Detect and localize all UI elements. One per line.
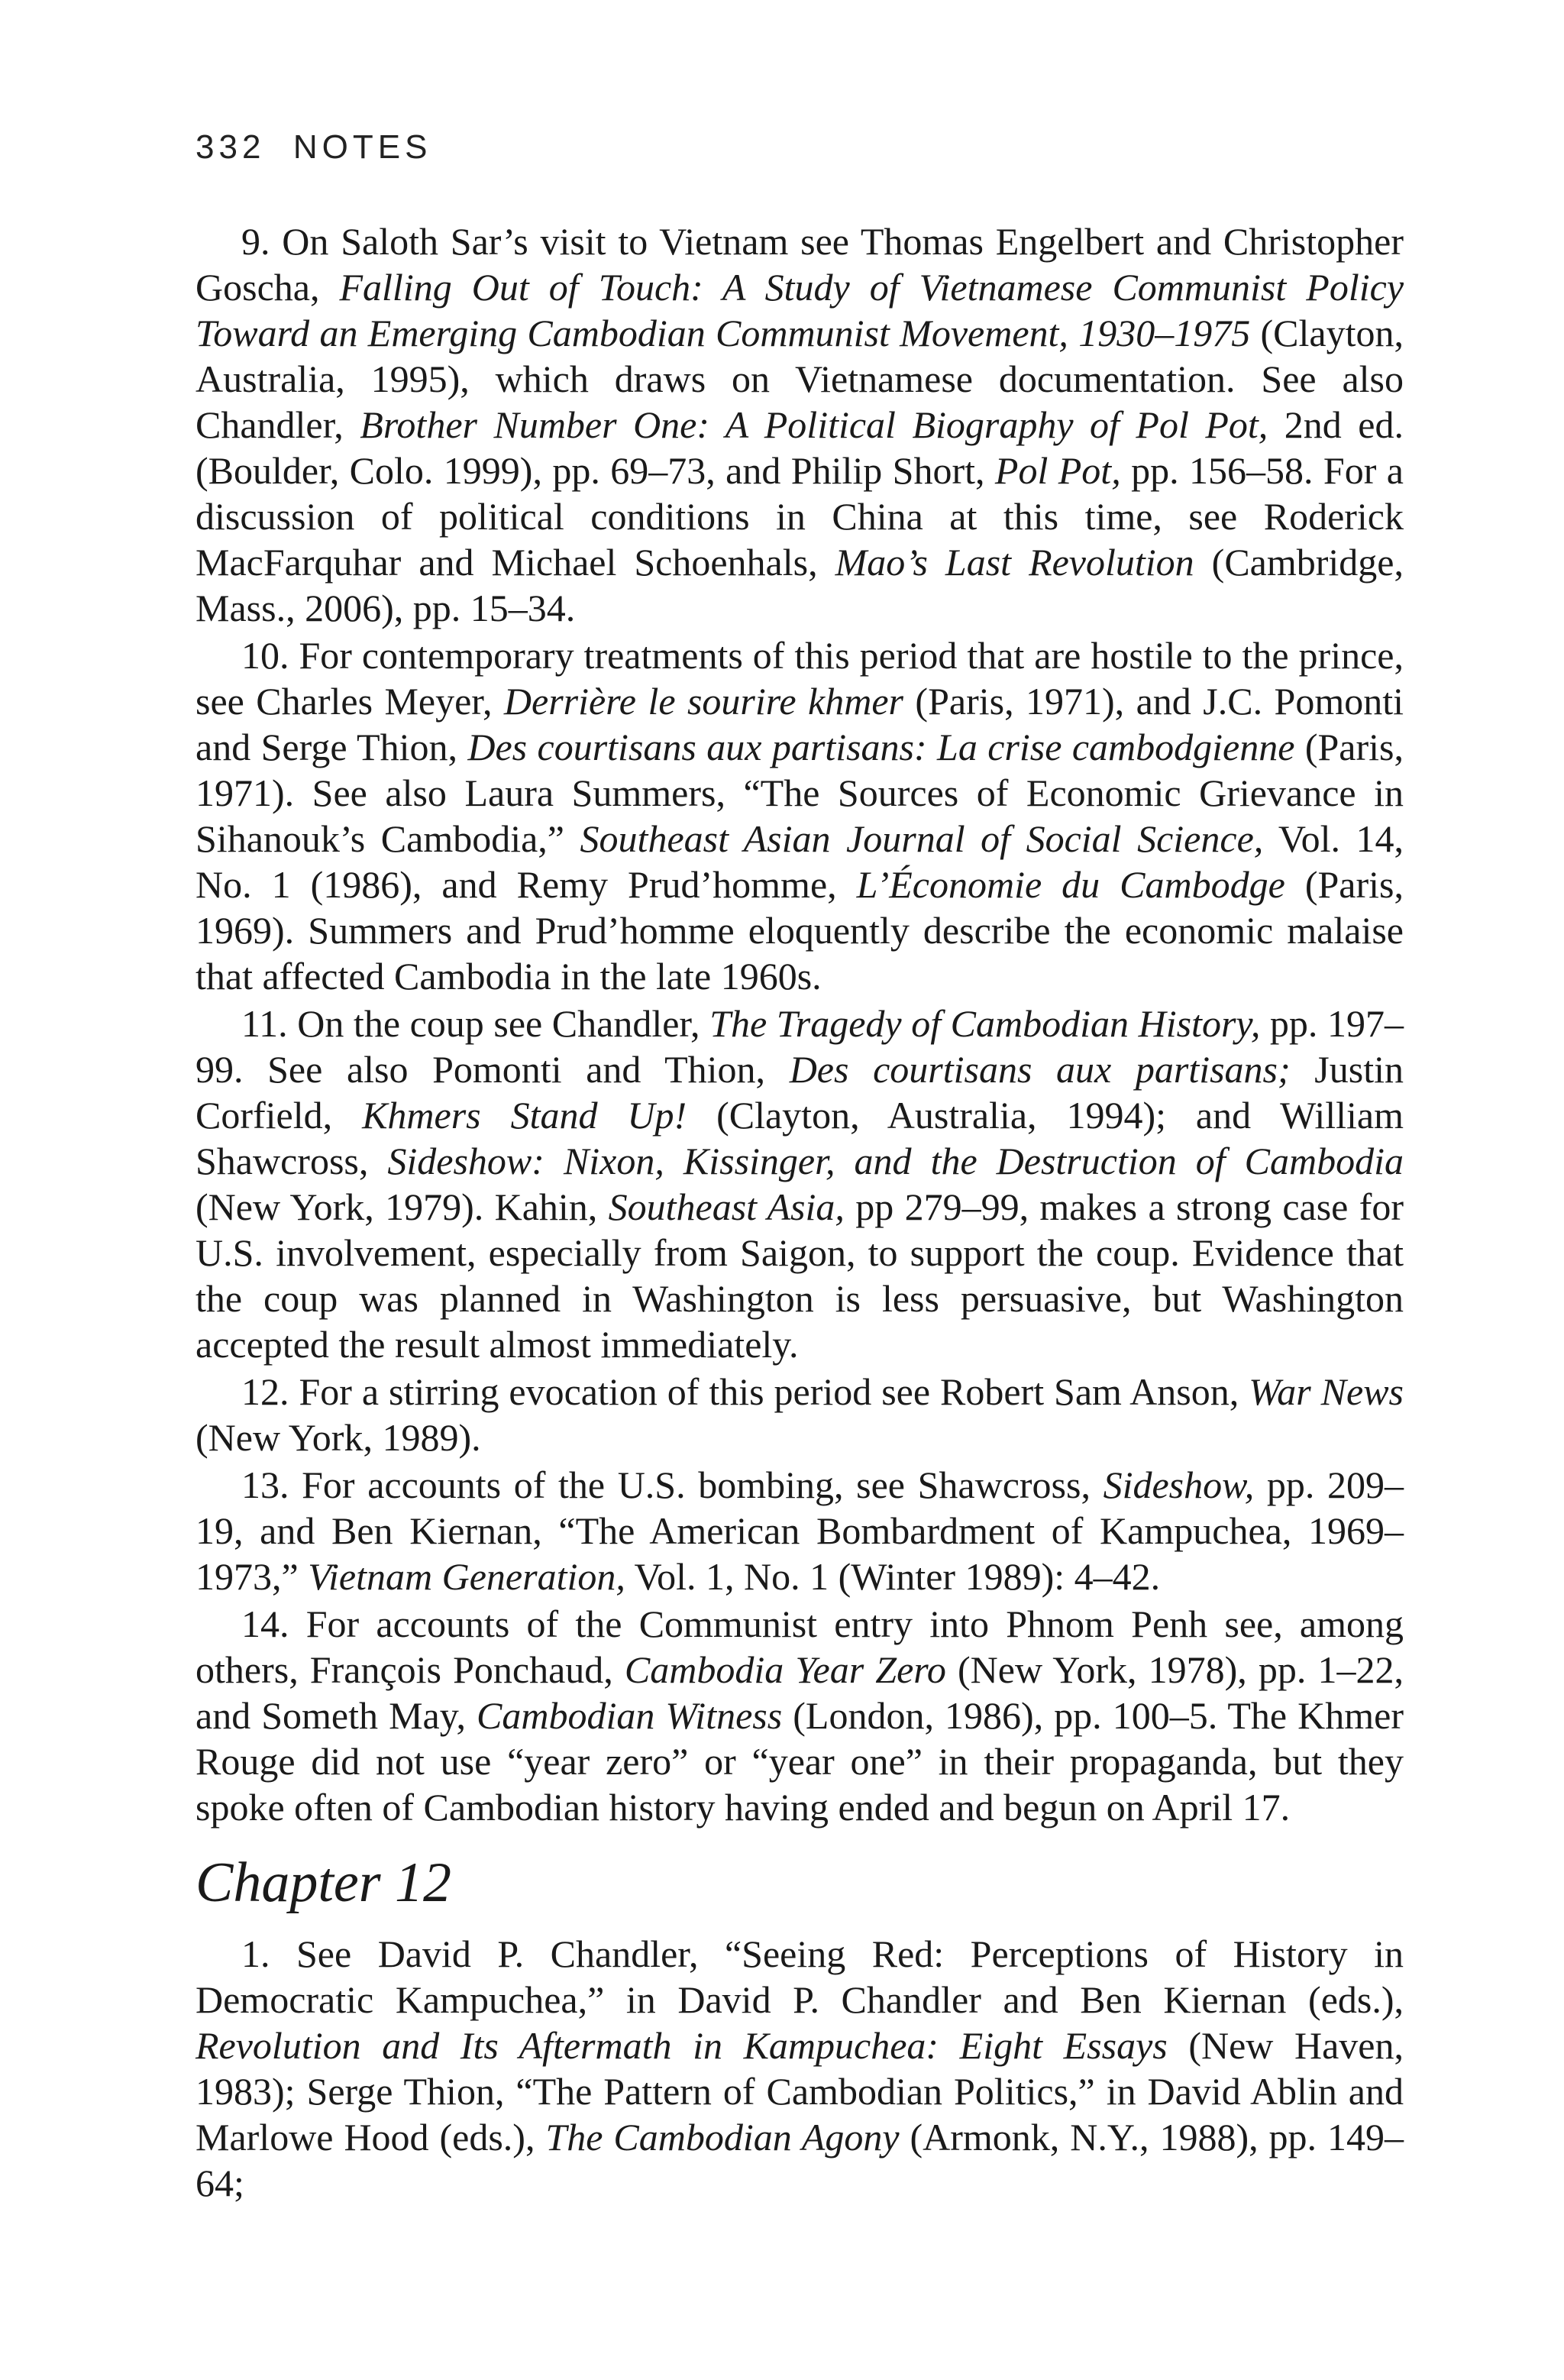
- note-segment: (Paris, 1971). See also Laura Summers, “The Sources of Economic Grievance in Sihanouk’s Cambodia,”: [196, 726, 1404, 860]
- book-title: Brother Number One: A Political Biography of Pol Pot,: [360, 403, 1268, 446]
- note-number: 11.: [241, 1002, 288, 1045]
- note-13: [196, 1462, 1404, 1599]
- book-title: Vietnam Generation,: [308, 1555, 625, 1598]
- book-title: Southeast Asian Journal of Social Science,: [580, 817, 1264, 860]
- book-title: L’Économie du Cambodge: [856, 863, 1285, 906]
- note-segment: (Clayton, Australia, 1995), which draws on Vietnamese documentation. See also Chandler,: [196, 312, 1404, 446]
- note-segment: (Paris, 1969). Summers and Prud’homme eloquently describe the economic malaise that affected Cambodia in the late 1960s.: [196, 863, 1404, 998]
- note-segment: (Clayton, Australia, 1994); and William Shawcross,: [196, 1094, 1404, 1182]
- book-title: Sideshow,: [1103, 1463, 1255, 1506]
- chapter-note-1: [196, 1931, 1404, 2206]
- note-10: [196, 632, 1404, 999]
- note-segment: pp. 156–58. For a discussion of political conditions in China at this time, see Roderick MacFarquhar and Michael Schoenhals,: [196, 449, 1404, 584]
- note-segment: Justin Corfield,: [196, 1048, 1404, 1137]
- notes-list: [196, 218, 1404, 1832]
- note-number: 9.: [241, 220, 270, 263]
- running-head: [196, 128, 431, 167]
- note-segment: 2nd ed. (Boulder, Colo. 1999), pp. 69–73, and Philip Short,: [196, 403, 1404, 492]
- book-title: The Cambodian Agony: [545, 2116, 900, 2158]
- section-title: NOTES: [292, 128, 432, 166]
- note-12: [196, 1369, 1404, 1460]
- note-segment: (Paris, 1971), and J.C. Pomonti and Serge Thion,: [196, 680, 1404, 768]
- note-segment: (Armonk, N.Y., 1988), pp. 149–64;: [196, 2116, 1404, 2204]
- book-title: Derrière le sourire khmer: [503, 680, 903, 723]
- note-number: 10.: [241, 634, 289, 677]
- book-title: The Tragedy of Cambodian History,: [709, 1002, 1261, 1045]
- chapter-heading: Chapter 12: [196, 1851, 452, 1914]
- note-segment: (New York, 1978), pp. 1–22, and Someth May,: [196, 1648, 1404, 1737]
- note-segment: For accounts of the Communist entry into Phnom Penh see, among others, François Ponchaud,: [196, 1602, 1404, 1691]
- note-segment: Vol. 14, No. 1 (1986), and Remy Prud’homme,: [196, 817, 1404, 906]
- chapter-notes-list: [196, 1931, 1404, 2207]
- note-number: 12.: [241, 1370, 289, 1413]
- note-11: [196, 1001, 1404, 1367]
- book-title: Sideshow: Nixon, Kissinger, and the Destruction of Cambodia: [387, 1140, 1404, 1182]
- book-title: Falling Out of Touch: A Study of Vietnamese Communist Policy Toward an Emerging Cambodian Communist Movement, 1930–1975: [196, 266, 1404, 354]
- note-segment: See David P. Chandler, “Seeing Red: Perceptions of History in Democratic Kampuchea,” in David P. Chandler and Ben Kiernan (eds.),: [196, 1932, 1404, 2021]
- note-segment: For accounts of the U.S. bombing, see Shawcross,: [289, 1463, 1104, 1506]
- book-title: Khmers Stand Up!: [362, 1094, 687, 1137]
- note-segment: (New Haven, 1983); Serge Thion, “The Pattern of Cambodian Politics,” in David Ablin and Marlowe Hood (eds.),: [196, 2024, 1404, 2158]
- book-title: Mao’s Last Revolution: [835, 541, 1194, 584]
- note-number: 13.: [241, 1463, 289, 1506]
- note-segment: On the coup see Chandler,: [287, 1002, 710, 1045]
- note-segment: (New York, 1989).: [196, 1416, 481, 1459]
- book-title: Des courtisans aux partisans: La crise cambodgienne: [467, 726, 1295, 768]
- note-segment: (New York, 1979). Kahin,: [196, 1185, 609, 1228]
- note-number: 14.: [241, 1602, 289, 1645]
- book-title: Des courtisans aux partisans;: [789, 1048, 1291, 1091]
- note-9: [196, 218, 1404, 631]
- book-title: Revolution and Its Aftermath in Kampuchea: Eight Essays: [196, 2024, 1168, 2067]
- note-number: 1.: [241, 1932, 270, 1975]
- book-title: Southeast Asia,: [608, 1185, 845, 1228]
- book-title: Cambodian Witness: [477, 1694, 783, 1737]
- note-segment: For contemporary treatments of this period that are hostile to the prince, see Charles Meyer,: [196, 634, 1404, 723]
- note-segment: pp. 197–99. See also Pomonti and Thion,: [196, 1002, 1404, 1091]
- note-segment: For a stirring evocation of this period see Robert Sam Anson,: [289, 1370, 1249, 1413]
- note-segment: pp 279–99, makes a strong case for U.S. involvement, especially from Saigon, to support the coup. Evidence that the coup was planned in Washington is less persuasive, but Washington accepted the result almost immediately.: [196, 1185, 1404, 1366]
- book-title: War News: [1249, 1370, 1404, 1413]
- note-segment: pp. 209–19, and Ben Kiernan, “The American Bombardment of Kampuchea, 1969–1973,”: [196, 1463, 1404, 1598]
- note-segment: (Cambridge, Mass., 2006), pp. 15–34.: [196, 541, 1404, 629]
- book-title: Cambodia Year Zero: [624, 1648, 946, 1691]
- page-number: 332: [196, 128, 266, 166]
- note-14: [196, 1601, 1404, 1830]
- note-segment: (London, 1986), pp. 100–5. The Khmer Rouge did not use “year zero” or “year one” in their propaganda, but they spoke often of Cambodian history having ended and begun on April 17.: [196, 1694, 1404, 1829]
- note-segment: Vol. 1, No. 1 (Winter 1989): 4–42.: [625, 1555, 1161, 1598]
- note-segment: On Saloth Sar’s visit to Vietnam see Thomas Engelbert and Christopher Goscha,: [196, 220, 1404, 309]
- book-title: Pol Pot,: [994, 449, 1121, 492]
